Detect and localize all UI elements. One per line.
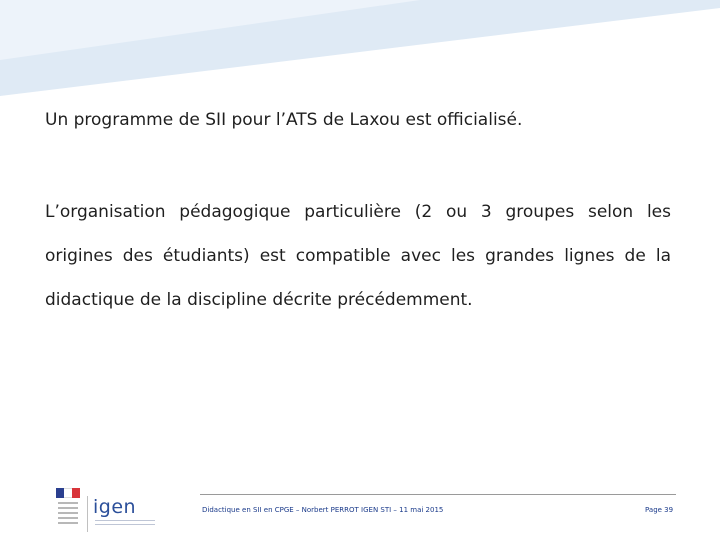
logo-divider (87, 496, 88, 532)
igen-logo-subtitle (95, 520, 155, 528)
paragraph-1: Un programme de SII pour l’ATS de Laxou est officialisé. (45, 110, 523, 130)
footer-divider (200, 494, 676, 495)
paragraph-2: L’organisation pédagogique particulière (2 ou 3 groupes selon les origines des étudiants) est compatible avec les grandes lignes de la didactique de la discipline décrite précédemment. (45, 202, 671, 310)
footer-caption: Didactique en SII en CPGE – Norbert PERROT IGEN STI – 11 mai 2015 (202, 506, 444, 514)
page-number: Page 39 (645, 506, 674, 514)
republique-francaise-logo (56, 488, 80, 532)
flag-icon (56, 488, 80, 498)
igen-logo: igen (93, 496, 137, 518)
